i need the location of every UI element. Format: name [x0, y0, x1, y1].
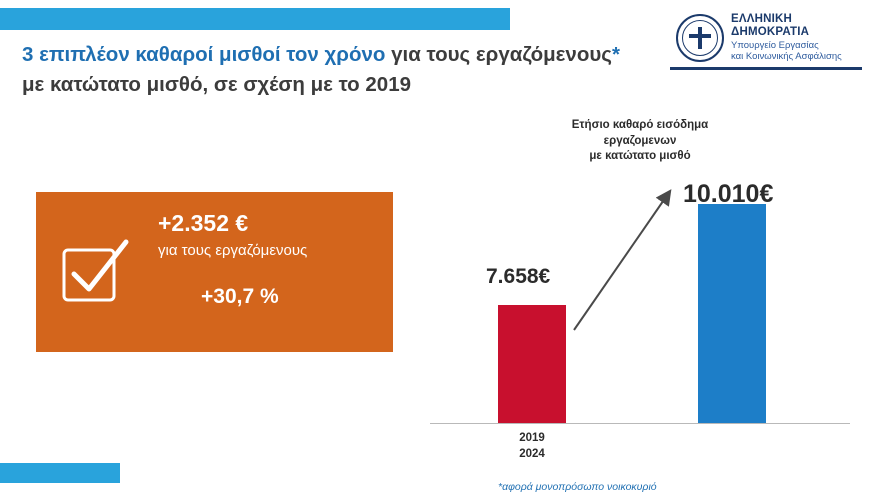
ministry-logo [670, 8, 862, 70]
logo-text-block [731, 13, 862, 63]
bar-value-2024: 10.010€ [683, 180, 774, 208]
chart-title-line-1: Ετήσιο καθαρό εισόδημα [571, 119, 709, 131]
growth-arrow-icon [560, 178, 690, 343]
callout-amount: +2.352 € [158, 210, 249, 236]
logo-subtitle-line1: Υπουργείο Εργασίας [731, 39, 819, 51]
bar-2024 [698, 204, 766, 423]
tick-label-2024: 2024 [519, 448, 545, 460]
check-box-icon [58, 234, 132, 308]
greek-republic-seal-icon [676, 14, 724, 62]
callout-for-label: για τους εργαζόμενους [158, 242, 308, 259]
page-title [22, 40, 622, 99]
bar-value-2019: 7.658€ [486, 265, 551, 288]
headline-part-1: 3 επιπλέον καθαροί μισθοί τον χρόνο [22, 43, 386, 66]
tick-label-2019: 2019 [519, 432, 545, 444]
bar-chart [430, 118, 850, 478]
logo-title: ΕΛΛΗΝΙΚΗ ΔΗΜΟΚΡΑΤΙΑ [731, 12, 810, 39]
chart-title-line-3: με κατώτατο μισθό [589, 150, 691, 163]
bottom-accent-bar [0, 463, 120, 483]
headline-part-3: με κατώτατο μισθό, σε σχέση με το 2019 [22, 72, 412, 96]
footnote: *αφορά μονοπρόσωπο νοικοκυριό [498, 481, 657, 493]
headline-footnote-star: * [611, 43, 620, 66]
headline-part-2: για τους εργαζόμενους [385, 43, 612, 66]
callout-percent: +30,7 % [201, 285, 279, 308]
top-accent-bar [0, 8, 510, 30]
logo-subtitle-line2: και Κοινωνικής Ασφάλισης [731, 51, 842, 63]
chart-baseline [430, 423, 850, 424]
chart-title [525, 118, 755, 165]
chart-title-line-2: εργαζομενων [603, 134, 677, 147]
bar-2019 [498, 305, 566, 423]
savings-callout [36, 192, 393, 352]
